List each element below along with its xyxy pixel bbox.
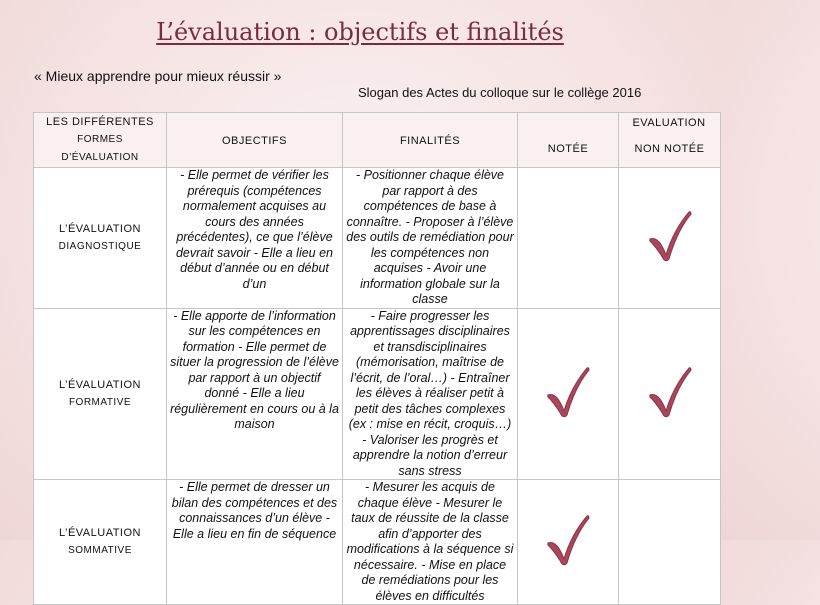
type-cell-diagnostique — [34, 168, 167, 309]
non-notee-cell-diagnostique — [619, 168, 721, 309]
objectifs-cell-sommative — [167, 480, 343, 605]
type-cell-formative — [34, 308, 167, 480]
header-objectifs-label: OBJECTIFS — [221, 134, 287, 147]
quote-text: « Mieux apprendre pour mieux réussir » — [34, 68, 282, 84]
objectifs-cell-formative — [167, 308, 343, 480]
checkmark-icon — [545, 365, 591, 419]
table-row-formative — [34, 308, 721, 480]
header-finalites — [343, 113, 518, 168]
evaluation-table — [33, 112, 721, 605]
finalites-cell-sommative — [343, 480, 518, 605]
type-cell-sommative — [34, 480, 167, 605]
checkmark-icon — [647, 209, 693, 263]
non-notee-cell-sommative — [619, 480, 721, 605]
type-label-line2: DIAGNOSTIQUE — [58, 240, 142, 252]
finalites-text: - Faire progresser les apprentissages disciplinaires et transdisciplinaires (mémorisation, maîtrise de l’écrit, de l’oral…) - Entraîner les élèves à réaliser petit à petit des tâches complexes (ex : mise en récit, croquis…) - Valoriser les progrès et apprendre la notion d’erreur sans stress — [348, 308, 512, 478]
objectifs-text: - Elle apporte de l’information sur les compétences en formation - Elle permet de situer la progression de l’élève par rapport à un objectif donné - Elle a lieu régulièrement en cours ou à la maison — [170, 308, 339, 431]
header-types-line3: D’ÉVALUATION — [61, 152, 139, 163]
objectifs-cell-diagnostique — [167, 168, 343, 309]
notee-cell-formative — [518, 308, 619, 480]
table-row-diagnostique — [34, 168, 721, 309]
finalites-cell-diagnostique — [343, 168, 518, 309]
non-notee-cell-formative — [619, 308, 721, 480]
type-label-line1: L’ÉVALUATION — [58, 222, 141, 235]
page-title: L’évaluation : objectifs et finalités — [156, 18, 564, 46]
header-non-notee-label: NON NOTÉE — [634, 142, 705, 155]
checkmark-icon — [647, 365, 693, 419]
header-types-line1: LES DIFFÉRENTES — [46, 116, 154, 128]
checkmark-icon — [545, 513, 591, 567]
header-types — [34, 113, 167, 168]
objectifs-text: - Elle permet de dresser un bilan des compétences et des connaissances d’un élève - Elle a lieu en fin de séquence — [171, 480, 338, 541]
header-objectifs — [167, 113, 343, 168]
header-evaluation-label: EVALUATION — [632, 117, 706, 129]
notee-cell-diagnostique — [518, 168, 619, 309]
slogan-text: Slogan des Actes du colloque sur le collège 2016 — [358, 85, 642, 100]
finalites-text: - Positionner chaque élève par rapport à des compétences de base à connaître. - Proposer à l’élève des outils de remédiation pour les compétences non acquises - Avoir une information globale sur la classe — [346, 168, 514, 306]
finalites-cell-formative — [343, 308, 518, 480]
header-notee-label: NOTÉE — [547, 142, 589, 155]
objectifs-text: - Elle permet de vérifier les prérequis (compétences normalement acquises au cours des années précédentes), ce que l’élève devrait savoir - Elle a lieu en début d’année ou en début d’un — [175, 168, 334, 291]
header-finalites-label: FINALITÉS — [399, 134, 461, 147]
type-label-line2: FORMATIVE — [68, 396, 132, 408]
type-label-line1: L’ÉVALUATION — [58, 527, 141, 539]
type-label-line2: SOMMATIVE — [68, 545, 132, 556]
header-types-line2: FORMES — [77, 134, 123, 145]
notee-cell-sommative — [518, 480, 619, 605]
finalites-text: - Mesurer les acquis de chaque élève - Mesurer le taux de réussite de la classe afin d’apporter des modifications à la séquence si nécessaire. - Mise en place de remédiations pour les élèves en difficultés — [346, 480, 514, 603]
evaluation-table-container — [33, 112, 720, 603]
header-row — [34, 113, 721, 168]
type-label-line1: L’ÉVALUATION — [58, 378, 141, 391]
table-row-sommative — [34, 480, 721, 605]
